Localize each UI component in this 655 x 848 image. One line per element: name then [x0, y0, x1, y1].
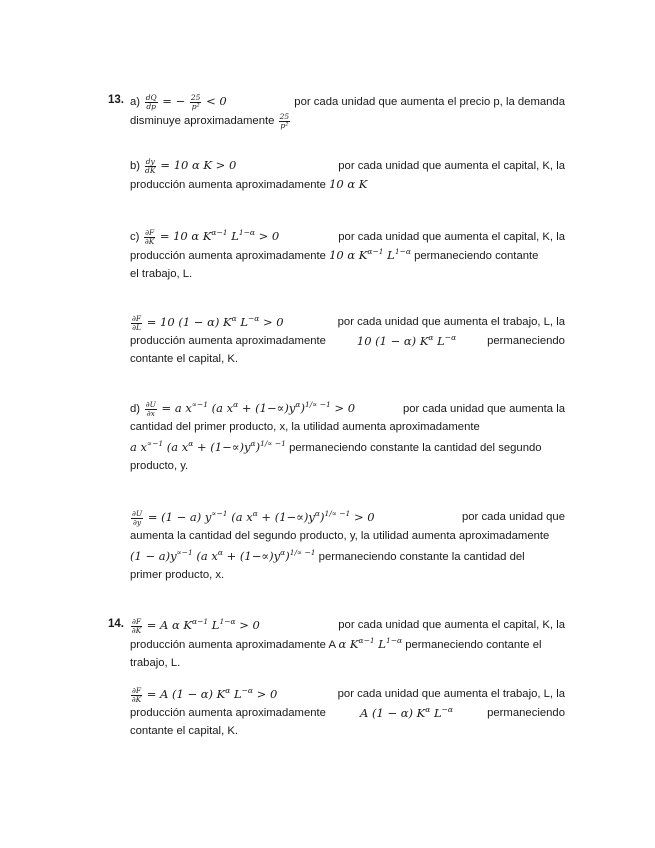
formula-13d-y: $\frac{\partial U}{\partial y}$ = (1 − a) $y^{\propto-1}$ (a $x^\alpha + (1-\propto)y^\alpha)^{1/\propto -1} > 0$ [132, 508, 375, 527]
formula-13a: a) $\frac{dQ}{dp}$ = − $\frac{25}{\text{p²}}$ < 0 [130, 92, 227, 111]
problem-number-13: 13. [108, 94, 124, 106]
answer-13d-y: $\frac{\partial U}{\partial y}$ = (1 − a) $y^{\propto-1}$ (a $x^\alpha + (1-\propto)y^\alpha)^{1/\propto -1} > 0$ por cada unidad que aumenta la cantidad del segundo producto, y, la utilidad aumenta aproximadamente $(1 - a)y^{\propto-1}$ (a $x^\alpha + (1-\propto)y^\alpha)^{1/\propto -1}$ permaneciendo constante la cantidad del primer producto, x. [130, 508, 565, 581]
answer-13d-x: d) $\frac{\partial U}{\partial x}$ = a $x^{\propto-1}$ (a $x^\alpha + (1-\propto)y^\alpha)^{1/\propto -1} > 0$ por cada unidad que aumenta la cantidad del primer producto, x, la utilidad aumenta aproximadamente a $x^{\propto-1}$ (a $x^\alpha + (1-\propto)y^\alpha)^{1/\propto -1}$ permaneciendo constante la cantidad del segundo producto, y. [130, 399, 565, 472]
formula-13c-capital: c) $\frac{\partial F}{\partial K}$ = 10 α $K^{\alpha-1}$ $L^{1-\alpha} > 0$ [130, 227, 280, 246]
formula-13d-x: d) $\frac{\partial U}{\partial x}$ = a $x^{\propto-1}$ (a $x^\alpha + (1-\propto)y^\alpha)^{1/\propto -1} > 0$ [130, 399, 356, 418]
answer-14-capital: $\frac{\partial F}{\partial K}$ = A α $K^{\alpha-1}$ $L^{1-\alpha} > 0$ por cada unidad que aumenta el capital, K, la producción aumenta aproximadamente A α $K^{\alpha-1}$ $L^{1-\alpha}$ permaneciendo contante el trabajo, L. [130, 616, 565, 669]
formula-14-labor: $\frac{\partial F}{\partial K}$ = A (1 − α) $K^\alpha$ $L^{-\alpha} > 0$ [131, 685, 278, 704]
answer-13a: a) $\frac{dQ}{dp}$ = − $\frac{25}{\text{p²}}$ < 0 por cada unidad que aumenta el precio p, la demanda disminuye aproximadamente $\frac{25}{\text{p²}}$ [130, 92, 565, 130]
answer-13c-capital: c) $\frac{\partial F}{\partial K}$ = 10 α $K^{\alpha-1}$ $L^{1-\alpha} > 0$ por cada unidad que aumenta el capital, K, la producción aumenta aproximadamente 10 α $K^{\alpha-1}$ $L^{1-\alpha}$ permaneciendo contante el trabajo, L. [130, 227, 565, 280]
problem-number-14: 14. [108, 618, 124, 630]
formula-14-capital: $\frac{\partial F}{\partial K}$ = A α $K^{\alpha-1}$ $L^{1-\alpha} > 0$ [131, 616, 260, 635]
answer-13c-labor: $\frac{\partial F}{\partial L}$ = 10 (1 − α) $K^\alpha$ $L^{-\alpha} > 0$ por cada unidad que aumenta el trabajo, L, la producción aumenta aproximadamente 10 (1 − α) $K^\alpha$ $L^{-\alpha}$ permaneciendo contante el capital, K. [130, 313, 565, 365]
formula-13b: b) $\frac{dy}{dK}$ = 10 α K > 0 [130, 156, 237, 175]
answer-13b: b) $\frac{dy}{dK}$ = 10 α K > 0 por cada unidad que aumenta el capital, K, la producción aumenta aproximadamente 10 α K [130, 156, 565, 191]
answer-14-labor: $\frac{\partial F}{\partial K}$ = A (1 − α) $K^\alpha$ $L^{-\alpha} > 0$ por cada unidad que aumenta el trabajo, L, la producción aumenta aproximadamente A (1 − α) $K^\alpha$ $L^{-\alpha}$ permaneciendo contante el capital, K. [130, 685, 565, 737]
formula-13c-labor: $\frac{\partial F}{\partial L}$ = 10 (1 − α) $K^\alpha$ $L^{-\alpha} > 0$ [132, 313, 284, 332]
